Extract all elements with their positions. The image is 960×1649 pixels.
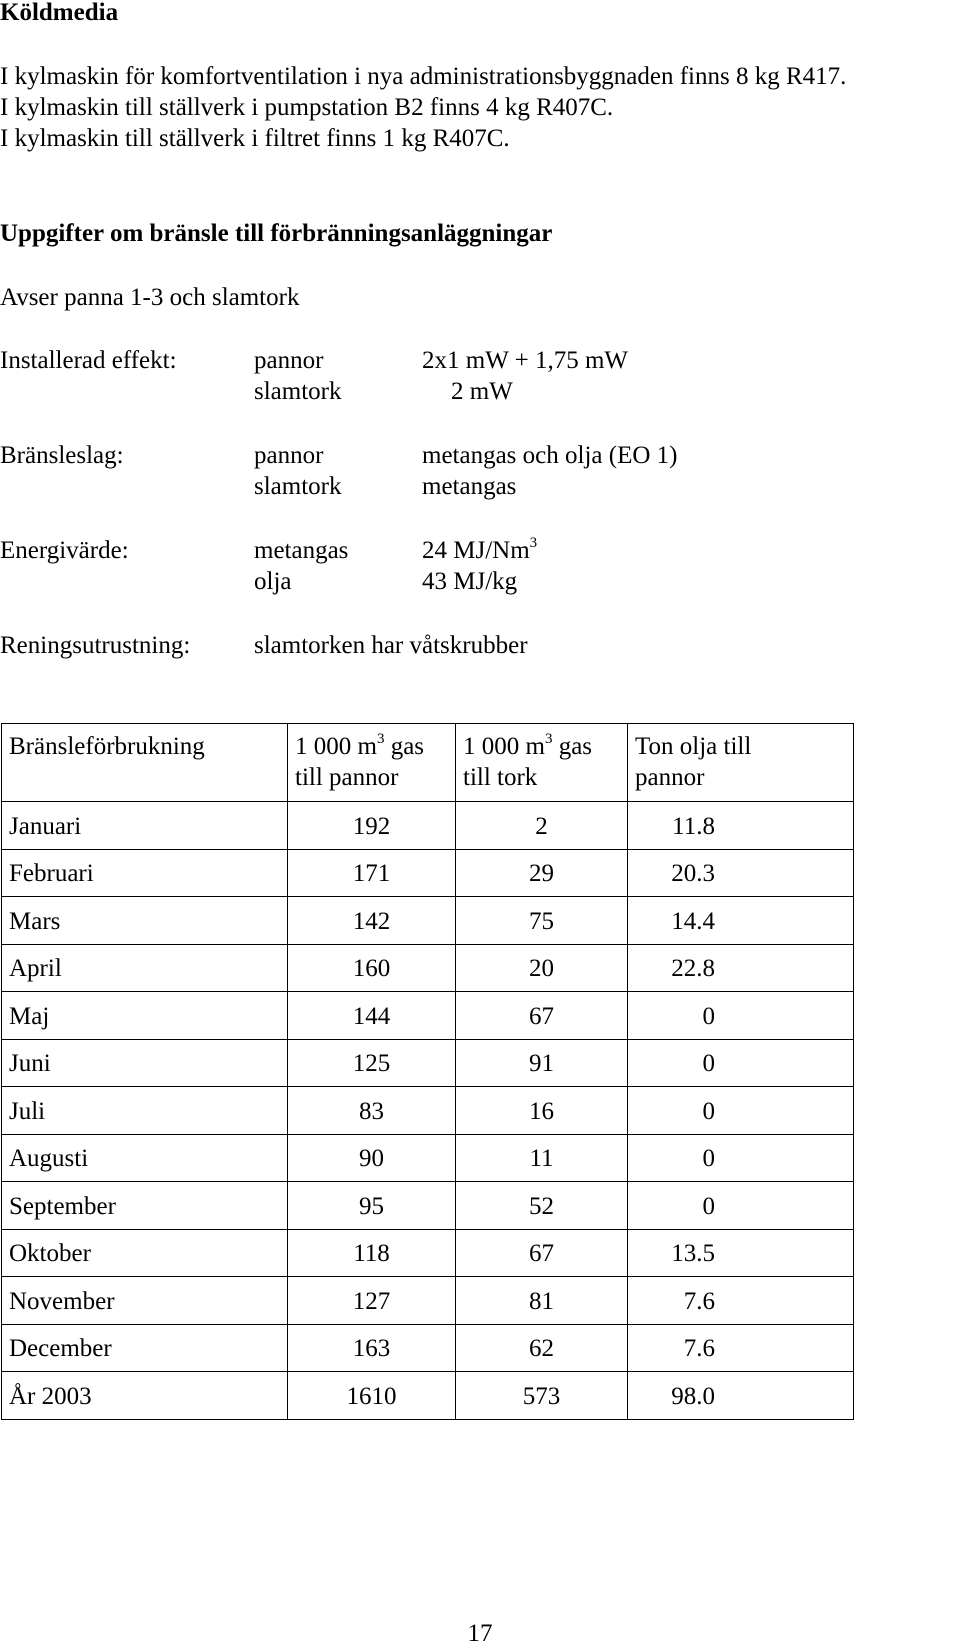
cell-oil-boilers: 22.8 xyxy=(628,944,854,992)
cell-month: Juli xyxy=(2,1087,288,1135)
fuel-consumption-table xyxy=(1,723,854,1420)
fuel-type-boilers-value: metangas och olja (EO 1) xyxy=(422,442,678,469)
cell-gas-dryer: 81 xyxy=(456,1277,628,1325)
cell-gas-dryer: 2 xyxy=(456,802,628,850)
fuel-type-label: Bränsleslag: xyxy=(0,442,124,469)
cell-oil-boilers: 7.6 xyxy=(628,1277,854,1325)
cell-gas-dryer: 75 xyxy=(456,897,628,945)
table-row xyxy=(2,802,854,850)
table-row xyxy=(2,1277,854,1325)
table-row xyxy=(2,897,854,945)
fuel-type-boilers-name: pannor xyxy=(254,442,324,469)
table-row xyxy=(2,944,854,992)
cell-month: Oktober xyxy=(2,1229,288,1277)
cell-oil-boilers: 0 xyxy=(628,992,854,1040)
cell-gas-dryer: 11 xyxy=(456,1134,628,1182)
table-row xyxy=(2,1324,854,1372)
cell-gas-dryer: 573 xyxy=(456,1372,628,1420)
cell-oil-boilers: 7.6 xyxy=(628,1324,854,1372)
table-header-row xyxy=(2,724,854,802)
cell-gas-dryer: 16 xyxy=(456,1087,628,1135)
table-row xyxy=(2,1087,854,1135)
refrigerant-line-3: I kylmaskin till ställverk i filtret finns 1 kg R407C. xyxy=(0,125,510,152)
cell-oil-boilers: 20.3 xyxy=(628,849,854,897)
table-row xyxy=(2,1372,854,1420)
header-oil-boilers: Ton olja till pannor xyxy=(628,724,854,802)
cell-gas-boilers: 163 xyxy=(288,1324,456,1372)
table-row xyxy=(2,1182,854,1230)
cell-month: Mars xyxy=(2,897,288,945)
cell-gas-dryer: 62 xyxy=(456,1324,628,1372)
installed-effect-boilers-name: pannor xyxy=(254,347,324,374)
installed-effect-boilers-value: 2x1 mW + 1,75 mW xyxy=(422,347,628,374)
fuel-scope-text: Avser panna 1-3 och slamtork xyxy=(0,284,300,311)
cell-gas-boilers: 95 xyxy=(288,1182,456,1230)
cell-month: Januari xyxy=(2,802,288,850)
cell-month: April xyxy=(2,944,288,992)
cell-oil-boilers: 11.8 xyxy=(628,802,854,850)
page-number: 17 xyxy=(467,1620,493,1647)
cell-gas-boilers: 83 xyxy=(288,1087,456,1135)
cell-month: Juni xyxy=(2,1039,288,1087)
cell-gas-dryer: 67 xyxy=(456,992,628,1040)
installed-effect-dryer-name: slamtork xyxy=(254,378,342,405)
cell-oil-boilers: 14.4 xyxy=(628,897,854,945)
cell-gas-boilers: 1610 xyxy=(288,1372,456,1420)
header-gas-boilers: 1 000 $m^3$ gas till pannor xyxy=(288,724,456,802)
table-row xyxy=(2,1229,854,1277)
section-heading-fuel: Uppgifter om bränsle till förbränningsanläggningar xyxy=(0,220,553,247)
cell-gas-dryer: 20 xyxy=(456,944,628,992)
cell-gas-boilers: 192 xyxy=(288,802,456,850)
cell-gas-boilers: 144 xyxy=(288,992,456,1040)
cell-gas-boilers: 127 xyxy=(288,1277,456,1325)
cell-oil-boilers: 98.0 xyxy=(628,1372,854,1420)
cell-oil-boilers: 0 xyxy=(628,1134,854,1182)
energy-gas-name: metangas xyxy=(254,537,349,564)
cell-oil-boilers: 13.5 xyxy=(628,1229,854,1277)
cleaning-equipment-label: Reningsutrustning: xyxy=(0,632,191,659)
cell-gas-dryer: 67 xyxy=(456,1229,628,1277)
table-row xyxy=(2,1134,854,1182)
cell-gas-boilers: 125 xyxy=(288,1039,456,1087)
energy-oil-value: 43 MJ/kg xyxy=(422,568,518,595)
installed-effect-dryer-value: 2 mW xyxy=(451,378,513,405)
cell-month: Februari xyxy=(2,849,288,897)
refrigerant-line-1: I kylmaskin för komfortventilation i nya administrationsbyggnaden finns 8 kg R417. xyxy=(0,63,847,90)
table-row xyxy=(2,992,854,1040)
cell-oil-boilers: 0 xyxy=(628,1087,854,1135)
cell-gas-boilers: 118 xyxy=(288,1229,456,1277)
cell-month: September xyxy=(2,1182,288,1230)
cell-month: År 2003 xyxy=(2,1372,288,1420)
cell-oil-boilers: 0 xyxy=(628,1182,854,1230)
energy-value-label: Energivärde: xyxy=(0,537,129,564)
fuel-type-dryer-name: slamtork xyxy=(254,473,342,500)
cell-gas-boilers: 171 xyxy=(288,849,456,897)
header-gas-dryer: 1 000 $m^3$ gas till tork xyxy=(456,724,628,802)
cell-month: November xyxy=(2,1277,288,1325)
cell-gas-dryer: 29 xyxy=(456,849,628,897)
cell-month: Augusti xyxy=(2,1134,288,1182)
cleaning-equipment-value: slamtorken har våtskrubber xyxy=(254,632,528,659)
fuel-type-dryer-value: metangas xyxy=(422,473,517,500)
table-row xyxy=(2,1039,854,1087)
refrigerant-line-2: I kylmaskin till ställverk i pumpstation B2 finns 4 kg R407C. xyxy=(0,94,614,121)
header-consumption: Bränsleförbrukning xyxy=(2,724,288,802)
section-heading-refrigerant: Köldmedia xyxy=(0,0,119,26)
cell-month: December xyxy=(2,1324,288,1372)
cell-gas-dryer: 91 xyxy=(456,1039,628,1087)
table-row xyxy=(2,849,854,897)
cell-gas-dryer: 52 xyxy=(456,1182,628,1230)
energy-gas-value: 24 MJ/Nm$^3$ xyxy=(422,535,538,564)
energy-oil-name: olja xyxy=(254,568,292,595)
cell-gas-boilers: 90 xyxy=(288,1134,456,1182)
cell-oil-boilers: 0 xyxy=(628,1039,854,1087)
installed-effect-label: Installerad effekt: xyxy=(0,347,177,374)
cell-gas-boilers: 142 xyxy=(288,897,456,945)
cell-gas-boilers: 160 xyxy=(288,944,456,992)
cell-month: Maj xyxy=(2,992,288,1040)
